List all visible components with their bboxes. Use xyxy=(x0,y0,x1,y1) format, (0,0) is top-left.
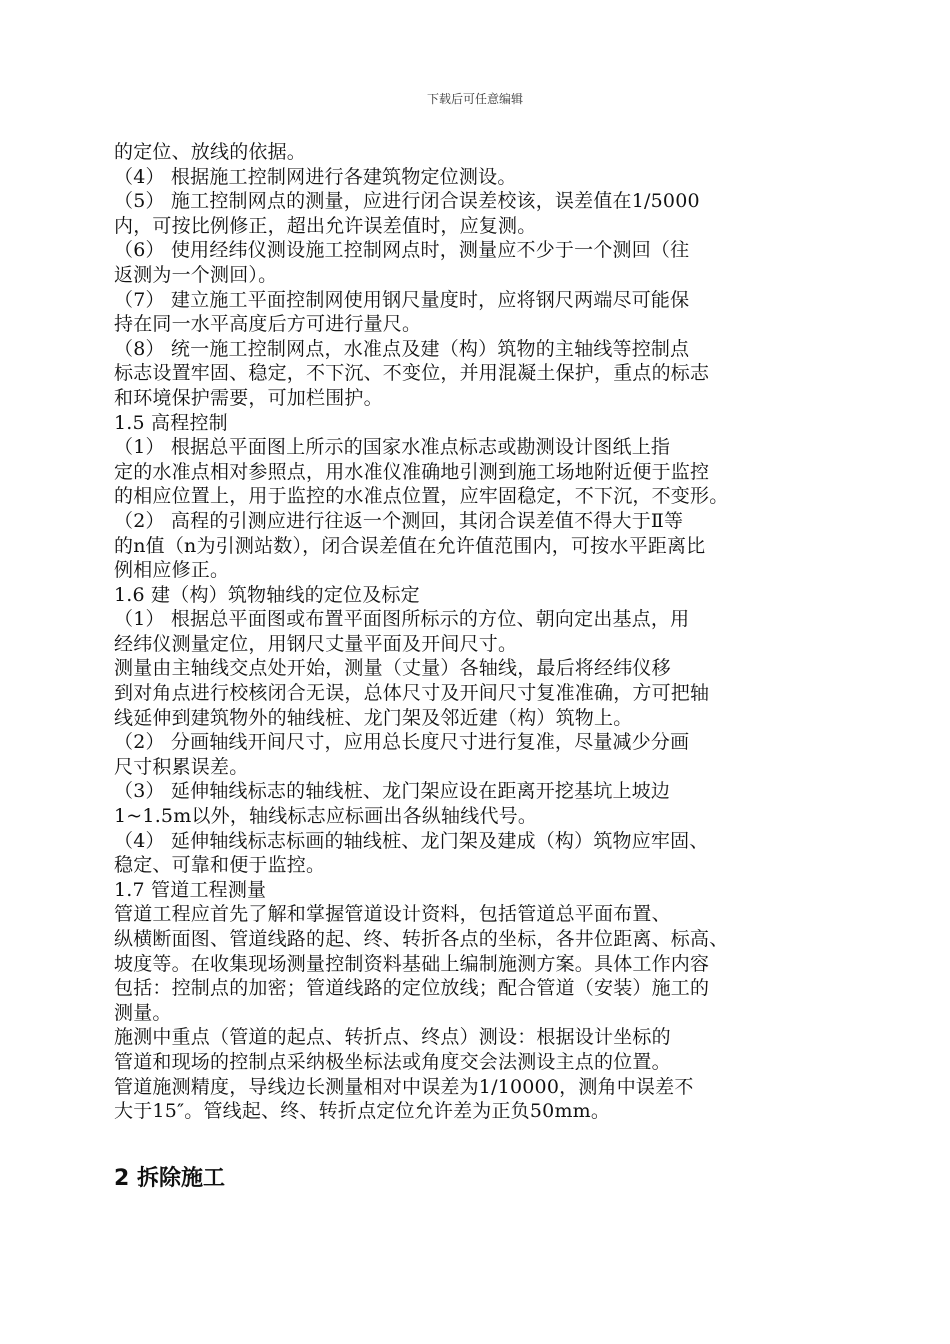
text-line: 内，可按比例修正，超出允许误差值时，应复测。 xyxy=(114,214,537,237)
text-line: 稳定、可靠和便于监控。 xyxy=(114,854,326,877)
text-line: 的相应位置上，用于监控的水准点位置，应牢固稳定，不下沉，不变形。 xyxy=(114,485,729,508)
text-line: 返测为一个测回）。 xyxy=(114,263,278,286)
text-line: 管道施测精度，导线边长测量相对中误差为1/10000，测角中误差不 xyxy=(114,1075,694,1098)
body-text xyxy=(114,140,834,1124)
text-line: 管道工程应首先了解和掌握管道设计资料，包括管道总平面布置、 xyxy=(114,903,671,926)
text-line: 标志设置牢固、稳定，不下沉、不变位，并用混凝土保护，重点的标志 xyxy=(114,362,710,385)
text-line: 的定位、放线的依据。 xyxy=(114,141,307,163)
subsection-title: 1.5 高程控制 xyxy=(114,411,228,434)
page-header: 下载后可任意编辑 xyxy=(426,92,523,106)
text-line: 1~1.5m以外，轴线标志应标画出各纵轴线代号。 xyxy=(114,805,538,828)
text-line: （2） 分画轴线开间尺寸，应用总长度尺寸进行复准，尽量减少分画 xyxy=(114,731,690,754)
text-line: 经纬仪测量定位，用钢尺丈量平面及开间尺寸。 xyxy=(114,632,518,655)
subsection-title: 1.7 管道工程测量 xyxy=(114,878,267,901)
text-line: 持在同一水平高度后方可进行量尺。 xyxy=(114,313,422,336)
text-line: 尺寸积累误差。 xyxy=(114,755,249,778)
text-line: 大于15″。管线起、终、转折点定位允许差为正负50mm。 xyxy=(114,1100,611,1123)
text-line: 例相应修正。 xyxy=(114,559,230,582)
text-line: 管道和现场的控制点采纳极坐标法或角度交会法测设主点的位置。 xyxy=(114,1050,671,1073)
text-line: 测量由主轴线交点处开始，测量（丈量）各轴线，最后将经纬仪移 xyxy=(114,657,671,680)
text-line: （1） 根据总平面图上所示的国家水准点标志或勘测设计图纸上指 xyxy=(114,436,671,459)
text-line: 线延伸到建筑物外的轴线桩、龙门架及邻近建（构）筑物上。 xyxy=(114,706,633,729)
text-line: （1） 根据总平面图或布置平面图所标示的方位、朝向定出基点，用 xyxy=(114,608,690,631)
subsection-title: 1.6 建（构）筑物轴线的定位及标定 xyxy=(114,583,420,606)
text-line: 和环境保护需要，可加栏围护。 xyxy=(114,386,383,409)
text-line: （6） 使用经纬仪测设施工控制网点时，测量应不少于一个测回（往 xyxy=(114,239,690,262)
section-heading: 2 拆除施工 xyxy=(114,1166,225,1191)
text-line: 的n值（n为引测站数），闭合误差值在允许值范围内，可按水平距离比 xyxy=(114,534,706,557)
text-line: （5） 施工控制网点的测量，应进行闭合误差校该，误差值在1/5000 xyxy=(114,190,700,213)
text-line: （8） 统一施工控制网点，水准点及建（构）筑物的主轴线等控制点 xyxy=(114,337,690,360)
text-line: 纵横断面图、管道线路的起、终、转折各点的坐标，各井位距离、标高、 xyxy=(114,928,729,950)
text-line: （2） 高程的引测应进行往返一个测回，其闭合误差值不得大于Ⅱ等 xyxy=(114,509,684,532)
text-line: （3） 延伸轴线标志的轴线桩、龙门架应设在距离开挖基坑上坡边 xyxy=(114,780,671,803)
text-line: 坡度等。在收集现场测量控制资料基础上编制施测方案。具体工作内容 xyxy=(114,952,710,975)
text-line: （7） 建立施工平面控制网使用钢尺量度时，应将钢尺两端尽可能保 xyxy=(114,288,690,311)
text-line: （4） 根据施工控制网进行各建筑物定位测设。 xyxy=(114,165,517,188)
text-line: 定的水准点相对参照点，用水准仪准确地引测到施工场地附近便于监控 xyxy=(114,460,710,483)
text-line: 测量。 xyxy=(114,1001,172,1024)
text-line: 到对角点进行校核闭合无误，总体尺寸及开间尺寸复准准确，方可把轴 xyxy=(114,682,710,705)
text-line: 施测中重点（管道的起点、转折点、终点）测设：根据设计坐标的 xyxy=(114,1026,671,1049)
text-line: 包括：控制点的加密；管道线路的定位放线；配合管道（安装）施工的 xyxy=(114,977,710,1000)
text-line: （4） 延伸轴线标志标画的轴线桩、龙门架及建成（构）筑物应牢固、 xyxy=(114,829,709,852)
